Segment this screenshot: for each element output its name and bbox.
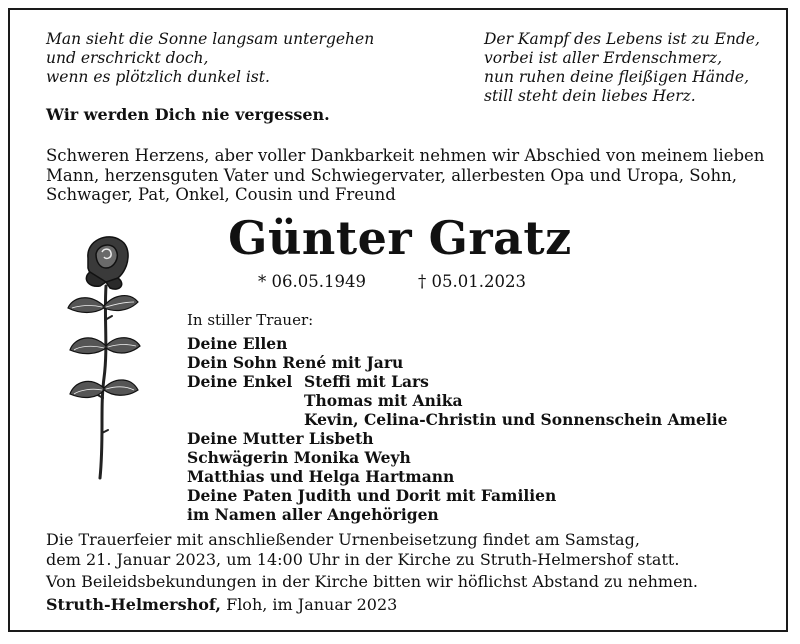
poem-left-line: wenn es plötzlich dunkel ist.	[46, 68, 270, 86]
grandchild-line: Kevin, Celina-Christin und Sonnenschein Amelie	[304, 410, 728, 429]
poem-right-line: vorbei ist aller Erdenschmerz,	[484, 49, 723, 67]
service-line: Die Trauerfeier mit anschließender Urnenbeisetzung findet am Samstag,	[46, 530, 640, 549]
closing-rest: Floh, im Januar 2023	[221, 595, 398, 614]
birth-date: * 06.05.1949	[258, 272, 366, 291]
poem-right	[484, 30, 760, 106]
rose-icon	[58, 228, 146, 488]
intro-text	[46, 146, 786, 205]
mourner-line: Deine Paten Judith und Dorit mit Familien	[187, 486, 557, 505]
poem-right-line: still steht dein liebes Herz.	[484, 87, 696, 105]
intro-line: Mann, herzensguten Vater und Schwiegervater, allerbesten Opa und Uropa, Sohn,	[46, 165, 737, 185]
condolence-note: Von Beileidsbekundungen in der Kirche bitten wir höflichst Abstand zu nehmen.	[46, 572, 698, 591]
mourner-line: Matthias und Helga Hartmann	[187, 467, 455, 486]
mourner-line: Dein Sohn René mit Jaru	[187, 353, 404, 372]
mourner-line: im Namen aller Angehörigen	[187, 505, 439, 524]
intro-line: Schwager, Pat, Onkel, Cousin und Freund	[46, 185, 396, 204]
closing-line	[46, 595, 397, 614]
closing-place: Struth-Helmershof,	[46, 595, 221, 614]
poem-left	[46, 30, 374, 87]
mourner-line: Deine Mutter Lisbeth	[187, 429, 374, 448]
service-line: dem 21. Januar 2023, um 14:00 Uhr in der Kirche zu Struth-Helmershof statt.	[46, 549, 680, 569]
death-date: † 05.01.2023	[418, 272, 526, 291]
grandchildren-label: Deine Enkel	[187, 372, 293, 391]
mourners-list	[187, 334, 728, 524]
funeral-service-info	[46, 530, 679, 569]
intro-line: Schweren Herzens, aber voller Dankbarkeit nehmen wir Abschied von meinem lieben	[46, 146, 765, 165]
grandchild-line: Thomas mit Anika	[304, 391, 463, 410]
grandchild-line: Steffi mit Lars	[304, 372, 429, 391]
poem-right-line: Der Kampf des Lebens ist zu Ende,	[484, 30, 760, 48]
grandchildren-row	[187, 391, 728, 410]
poem-left-line: Man sieht die Sonne langsam untergehen	[46, 30, 375, 48]
poem-right-line: nun ruhen deine fleißigen Hände,	[484, 68, 750, 86]
grandchildren-row	[187, 372, 728, 391]
mourning-label: In stiller Trauer:	[187, 311, 314, 329]
grandchildren-row	[187, 410, 728, 429]
mourner-line: Deine Ellen	[187, 334, 288, 353]
mourner-line: Schwägerin Monika Weyh	[187, 448, 411, 467]
deceased-name: Günter Gratz	[228, 211, 572, 265]
poem-left-line: und erschrickt doch,	[46, 49, 209, 67]
motto: Wir werden Dich nie vergessen.	[46, 105, 330, 124]
